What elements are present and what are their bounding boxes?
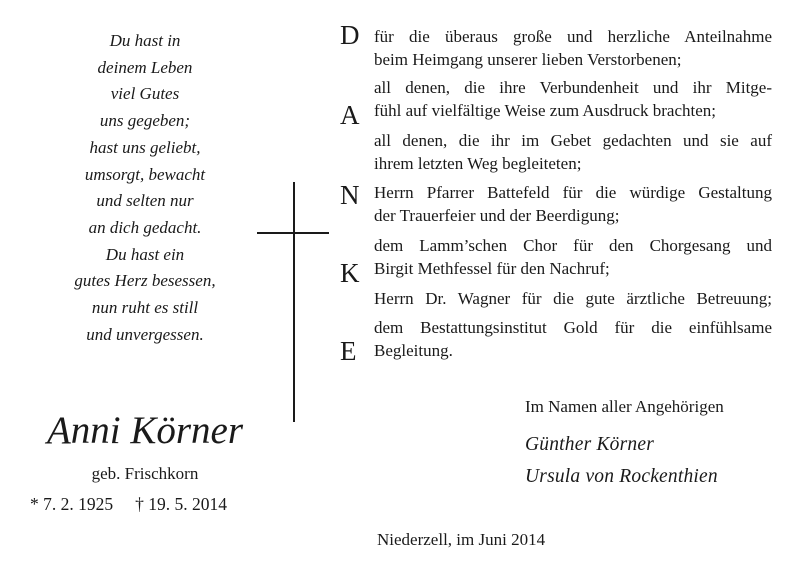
poem-line: und unvergessen. xyxy=(86,324,204,344)
thanks-line: all denen, die ihre Verbundenheit und ihr Mitge- xyxy=(374,78,772,97)
thanks-paragraph xyxy=(374,76,772,122)
dank-letter: E xyxy=(340,336,357,366)
dank-letter: D xyxy=(340,20,360,50)
closing-line: Im Namen aller Angehörigen xyxy=(525,397,724,416)
poem-line: hast uns geliebt, xyxy=(89,137,201,157)
thanks-paragraph xyxy=(374,129,772,175)
thanks-line: Begleitung. xyxy=(374,341,453,360)
thanks-line: ihrem letzten Weg begleiteten; xyxy=(374,154,582,173)
birth-date: * 7. 2. 1925 xyxy=(30,494,114,514)
thanks-line: all denen, die ihr im Gebet gedachten und sie auf xyxy=(374,131,772,150)
poem-line: deinem Leben xyxy=(97,57,193,77)
thanks-paragraph xyxy=(374,316,772,362)
poem-line: Du hast ein xyxy=(105,244,185,264)
dank-letter: N xyxy=(340,180,360,210)
thanks-paragraph xyxy=(374,234,772,280)
deceased-name: Anni Körner xyxy=(46,409,244,452)
thanks-line: Birgit Methfessel für den Nachruf; xyxy=(374,259,610,278)
poem-line: viel Gutes xyxy=(110,84,180,104)
thanks-paragraph xyxy=(374,25,772,71)
poem xyxy=(40,28,250,348)
signer-name: Ursula von Rockenthien xyxy=(525,466,718,487)
dank-letter: A xyxy=(340,100,360,130)
thanks-paragraph xyxy=(374,287,772,310)
place-date: Niederzell, im Juni 2014 xyxy=(377,530,546,549)
thanks-line: für die überaus große und herzliche Anteilnahme xyxy=(374,27,772,46)
thanks-line: fühl auf vielfältige Weise zum Ausdruck brachten; xyxy=(374,101,716,120)
poem-line: umsorgt, bewacht xyxy=(84,164,206,184)
poem-line: uns gegeben; xyxy=(99,111,191,131)
thanks-paragraph xyxy=(374,181,772,227)
cross-horizontal-bar xyxy=(257,232,329,234)
poem-line: Du hast in xyxy=(109,31,181,50)
poem-line: gutes Herz besessen, xyxy=(74,271,216,291)
dank-letter: K xyxy=(340,258,360,288)
maiden-name: geb. Frischkorn xyxy=(91,464,199,483)
poem-line: nun ruht es still xyxy=(91,298,199,318)
death-date: † 19. 5. 2014 xyxy=(135,494,227,514)
cross-vertical-bar xyxy=(293,182,295,422)
thanks-line: der Trauerfeier und der Beerdigung; xyxy=(374,206,620,225)
signer-name: Günther Körner xyxy=(525,434,655,455)
thanks-line: dem Bestattungsinstitut Gold für die einfühlsame xyxy=(374,318,772,337)
poem-line: und selten nur xyxy=(96,191,194,211)
thanks-line: Herrn Pfarrer Battefeld für die würdige Gestaltung xyxy=(374,183,772,202)
life-dates xyxy=(30,494,227,515)
thanks-line: Herrn Dr. Wagner für die gute ärztliche Betreuung; xyxy=(374,289,772,308)
thanks-line: dem Lamm’schen Chor für den Chorgesang und xyxy=(374,236,772,255)
thanks-line: beim Heimgang unserer lieben Verstorbenen; xyxy=(374,50,682,69)
poem-line: an dich gedacht. xyxy=(88,217,202,237)
